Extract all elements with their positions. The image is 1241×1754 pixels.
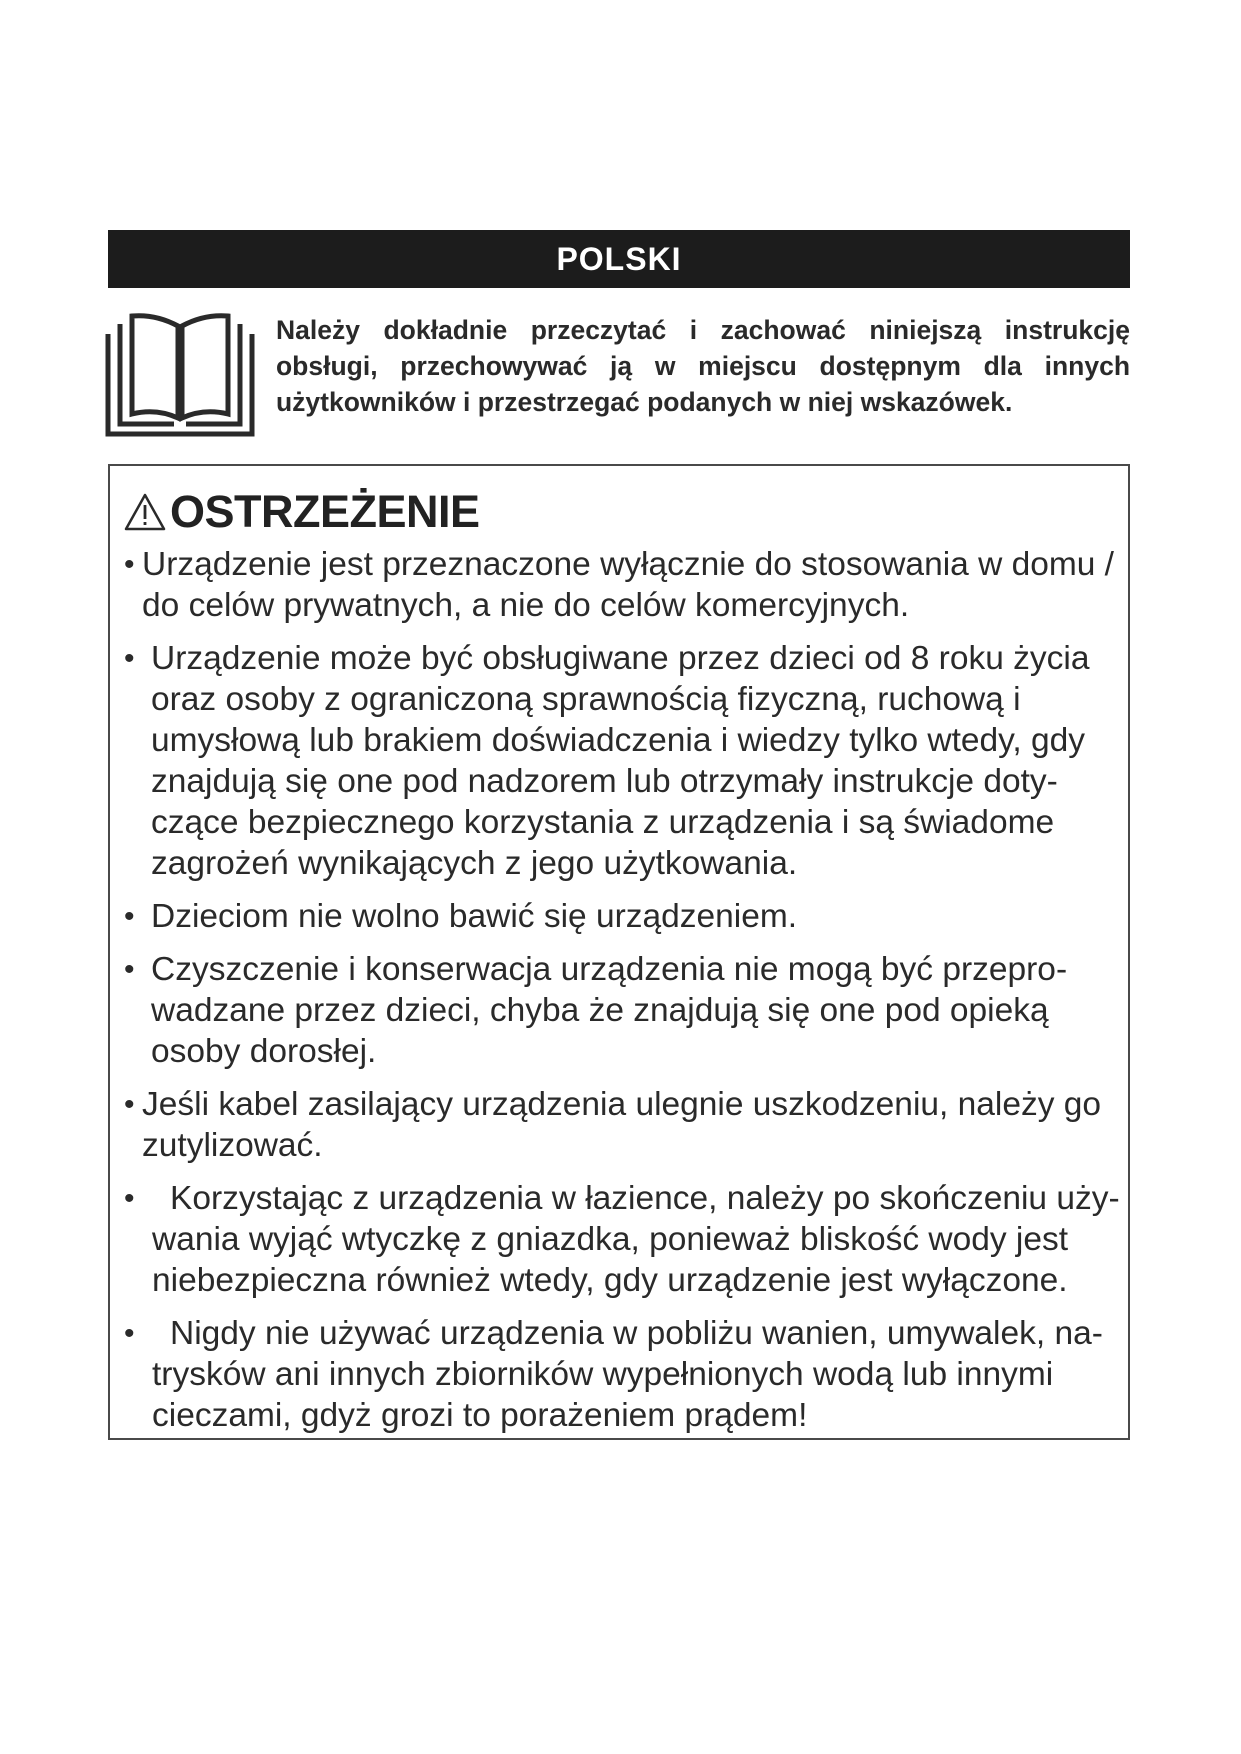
warning-triangle-icon (124, 492, 166, 532)
list-item-text: Korzystając z urządzenia w łazience, należy po skończeniu używania wyjąć wtyczkę z gniazdka, ponieważ bliskość wody jest niebezpieczna również wtedy, gdy urządzenie jest wyłączone. (152, 1180, 1120, 1299)
bullet-icon: • (124, 1088, 135, 1121)
open-book-icon (104, 312, 256, 438)
warning-title: OSTRZEŻENIE (170, 486, 480, 537)
list-item (124, 544, 1124, 626)
list-item (124, 638, 1124, 884)
list-item (124, 1084, 1124, 1166)
language-label: POLSKI (556, 240, 682, 277)
warning-box (108, 464, 1130, 1440)
list-item-text: Urządzenie jest przeznaczone wyłącznie do stosowania w domu / do celów prywatnych, a nie do celów komercyjnych. (142, 546, 1114, 624)
list-item (124, 896, 1124, 937)
list-item (124, 949, 1124, 1072)
bullet-icon: • (124, 1317, 135, 1350)
bullet-icon: • (124, 1182, 135, 1215)
bullet-icon: • (124, 900, 135, 933)
intro-text: Należy dokładnie przeczytać i zachować niniejszą instrukcję obsługi, przechowywać ją w miejscu dostępnym dla innych użytkowników i przestrzegać podanych w niej wskazówek. (276, 315, 1130, 417)
list-item-text: Urządzenie może być obsługiwane przez dzieci od 8 roku życia oraz osoby z ograniczoną sprawnością fizyczną, ruchową i umysłową lub brakiem doświadczenia i wiedzy tylko wtedy, gdy znajdują się one pod nadzorem lub otrzymały instrukcje dotyczące bezpiecznego korzystania z urządzenia i są świadome zagrożeń wynikających z jego użytkowania. (151, 640, 1090, 882)
list-item (124, 1313, 1124, 1436)
list-item-text: Nigdy nie używać urządzenia w pobliżu wanien, umywalek, natrysków ani innych zbiorników wypełnionych wodą lub innymi cieczami, gdyż grozi to porażeniem prądem! (152, 1315, 1103, 1434)
bullet-icon: • (124, 953, 135, 986)
bullet-icon: • (124, 642, 135, 675)
list-item-text: Czyszczenie i konserwacja urządzenia nie mogą być przeprowadzane przez dzieci, chyba że znajdują się one pod opieką osoby dorosłej. (151, 951, 1068, 1070)
list-item-text: Dzieciom nie wolno bawić się urządzeniem. (151, 898, 798, 935)
bullet-icon: • (124, 548, 135, 581)
list-item (124, 1178, 1124, 1301)
language-header (108, 230, 1130, 288)
warning-list (124, 544, 1124, 1448)
list-item-text: Jeśli kabel zasilający urządzenia ulegnie uszkodzeniu, należy go zutylizować. (142, 1086, 1102, 1164)
warning-heading (124, 484, 480, 540)
